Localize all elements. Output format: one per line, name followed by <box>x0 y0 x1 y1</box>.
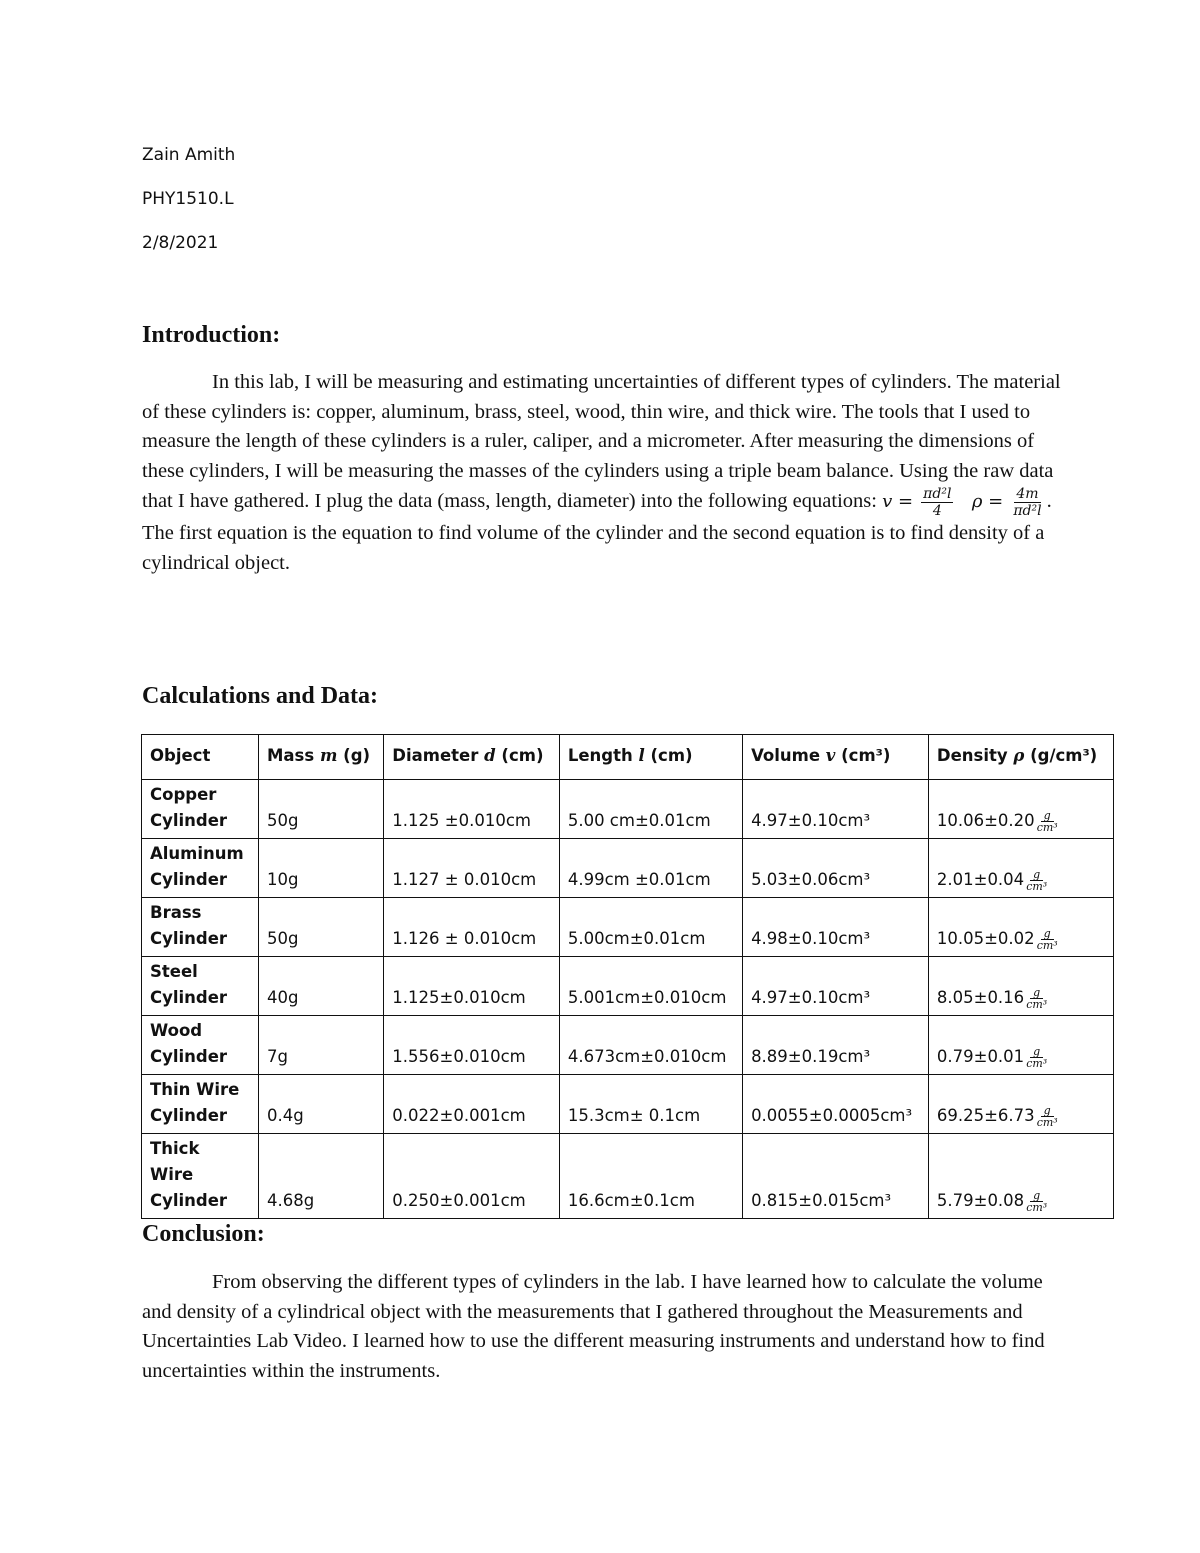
table-row <box>142 780 1114 839</box>
volume-equation-fraction <box>921 486 953 519</box>
diameter-cell: 1.125±0.010cm <box>384 957 560 1016</box>
table-row <box>142 898 1114 957</box>
density-cell: 10.06±0.20 $\frac{g}{\text{cm³}}$ <box>928 780 1113 839</box>
mass-cell: 10g <box>259 839 384 898</box>
volume-cell: 4.98±0.10cm³ <box>743 898 929 957</box>
col-header-object: Object <box>142 735 259 780</box>
length-cell: 4.99cm ±0.01cm <box>559 839 742 898</box>
mass-cell: 4.68g <box>259 1134 384 1219</box>
length-cell: 5.00 cm±0.01cm <box>559 780 742 839</box>
length-cell: 5.001cm±0.010cm <box>559 957 742 1016</box>
volume-eq-numerator: πd²l <box>923 486 952 502</box>
date: 2/8/2021 <box>142 233 219 253</box>
length-cell: 4.673cm±0.010cm <box>559 1016 742 1075</box>
density-eq-numerator: 4m <box>1016 486 1039 502</box>
diameter-cell: 1.125 ±0.010cm <box>384 780 560 839</box>
table-row <box>142 1016 1114 1075</box>
length-cell: 15.3cm± 0.1cm <box>559 1075 742 1134</box>
data-table <box>141 734 1114 1219</box>
table-row <box>142 1134 1114 1219</box>
density-cell: 10.05±0.02 $\frac{g}{\text{cm³}}$ <box>928 898 1113 957</box>
introduction-heading: Introduction: <box>142 322 281 348</box>
object-cell: Copper Cylinder <box>142 780 259 839</box>
col-header-length: Length l (cm) <box>559 735 742 780</box>
mass-cell: 50g <box>259 780 384 839</box>
intro-text-before-eq: In this lab, I will be measuring and estimating uncertainties of different types of cylinders. The material of these cylinders is: copper, aluminum, brass, steel, wood, thin wire, and thick wire. The tools that I used to measure the length of these cylinders is a ruler, caliper, and a micrometer. After measuring the dimensions of these cylinders, I will be measuring the masses of the cylinders using a triple beam balance. Using the raw data that I have gathered. I plug the data (mass, length, diameter) into the following equations: <box>142 371 1061 513</box>
table-row <box>142 839 1114 898</box>
volume-eq-lhs: v = <box>882 491 914 513</box>
col-header-density: Density ρ (g/cm³) <box>928 735 1113 780</box>
object-cell: Thin Wire Cylinder <box>142 1075 259 1134</box>
col-header-mass: Mass m (g) <box>259 735 384 780</box>
length-cell: 16.6cm±0.1cm <box>559 1134 742 1219</box>
volume-cell: 4.97±0.10cm³ <box>743 957 929 1016</box>
mass-cell: 0.4g <box>259 1075 384 1134</box>
diameter-cell: 1.126 ± 0.010cm <box>384 898 560 957</box>
density-eq-denominator: πd²l <box>1013 503 1042 519</box>
density-equation-fraction <box>1011 486 1043 519</box>
volume-cell: 8.89±0.19cm³ <box>743 1016 929 1075</box>
object-cell: Wood Cylinder <box>142 1016 259 1075</box>
diameter-cell: 1.556±0.010cm <box>384 1016 560 1075</box>
conclusion-heading: Conclusion: <box>142 1221 265 1247</box>
mass-cell: 40g <box>259 957 384 1016</box>
conclusion-text: From observing the different types of cylinders in the lab. I have learned how to calculate the volume and density of a cylindrical object with the measurements that I gathered throughout the Measurements and Uncertainties Lab Video. I learned how to use the different measuring instruments and understand how to find uncertainties within the instruments. <box>142 1271 1045 1382</box>
conclusion-paragraph <box>142 1268 1072 1386</box>
volume-cell: 0.0055±0.0005cm³ <box>743 1075 929 1134</box>
length-cell: 5.00cm±0.01cm <box>559 898 742 957</box>
density-cell: 69.25±6.73 $\frac{g}{\text{cm³}}$ <box>928 1075 1113 1134</box>
table-row <box>142 1075 1114 1134</box>
diameter-cell: 1.127 ± 0.010cm <box>384 839 560 898</box>
density-cell: 5.79±0.08 $\frac{g}{\text{cm³}}$ <box>928 1134 1113 1219</box>
density-cell: 0.79±0.01 $\frac{g}{\text{cm³}}$ <box>928 1016 1113 1075</box>
object-cell: Brass Cylinder <box>142 898 259 957</box>
density-cell: 8.05±0.16 $\frac{g}{\text{cm³}}$ <box>928 957 1113 1016</box>
introduction-paragraph <box>142 368 1072 578</box>
density-eq-lhs: ρ = <box>971 491 1004 513</box>
object-cell: Thick Wire Cylinder <box>142 1134 259 1219</box>
volume-cell: 5.03±0.06cm³ <box>743 839 929 898</box>
table-header-row <box>142 735 1114 780</box>
diameter-cell: 0.022±0.001cm <box>384 1075 560 1134</box>
volume-cell: 0.815±0.015cm³ <box>743 1134 929 1219</box>
object-cell: Steel Cylinder <box>142 957 259 1016</box>
mass-cell: 7g <box>259 1016 384 1075</box>
volume-cell: 4.97±0.10cm³ <box>743 780 929 839</box>
col-header-volume: Volume v (cm³) <box>743 735 929 780</box>
volume-eq-denominator: 4 <box>932 503 942 519</box>
intro-text-after-eq: . The first equation is the equation to find volume of the cylinder and the second equation is to find density of a cylindrical object. <box>142 490 1052 574</box>
density-cell: 2.01±0.04 $\frac{g}{\text{cm³}}$ <box>928 839 1113 898</box>
course-code: PHY1510.L <box>142 189 234 209</box>
object-cell: Aluminum Cylinder <box>142 839 259 898</box>
col-header-diameter: Diameter d (cm) <box>384 735 560 780</box>
diameter-cell: 0.250±0.001cm <box>384 1134 560 1219</box>
author-name: Zain Amith <box>142 145 236 165</box>
calculations-heading: Calculations and Data: <box>142 683 379 709</box>
mass-cell: 50g <box>259 898 384 957</box>
table-row <box>142 957 1114 1016</box>
